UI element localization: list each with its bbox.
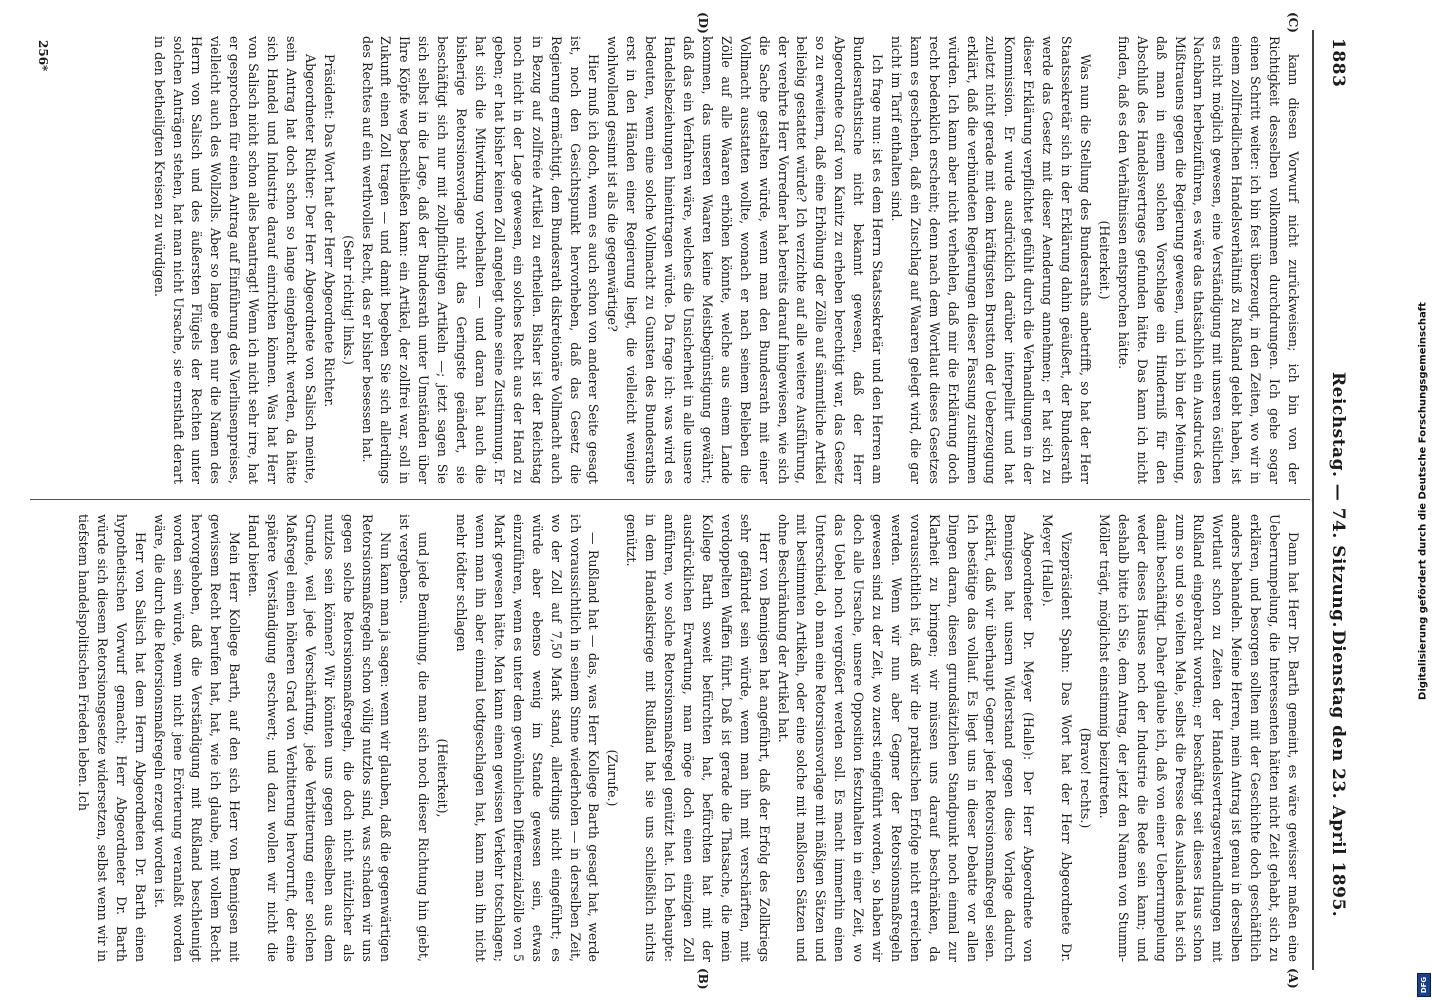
right-column-paragraph: (Zurufe.)	[605, 749, 621, 807]
left-column-paragraph: Abgeordneter Richter: Der Herr Abgeordnete von Salisch meinte, sein Antrag hat doch schon so lange eingebracht werden, da hätte sich Handel und Industrie darauf einrichten können. Was hat Herr von Salisch nicht schon alles beantragt! Wenn ich nicht sehr irre, hat er gesprochen für einen Antrag auf Einführung des Vierlinsenpreises, vielleicht auch des Wollzolls. Aber so lange eben nur die Namen des Herrn von Salisch und des äußersten Flügels der Rechten unter solchen Anträgen stehen, hat man nicht Ursache, sie ernsthaft derart in den betheiligten Kreisen zu würdigen.	[151, 36, 318, 484]
left-column	[149, 36, 1302, 484]
page-number: 1883	[1328, 38, 1348, 88]
right-column-paragraph: Herr von Bennigsen hat angeführt, daß der Erfolg des Zollkriegs sehr gefährdet sein würde, wenn man ihn mit verschärften, mit verdoppelten Waffen führt. Daß ist gerade die Thatsache, die mein Kollege Barth soweit befürchten hat, befürchten hat mit der ausdrücklichen Erwartung, man möge doch einen einzigen Zoll anführen, wo solche Retorsionsmaßregel genützt hat. Ich behaupte: in dem Handelskriege mit Rußland hat sie uns schließlich nichts genützt.	[624, 514, 772, 962]
column-divider	[30, 499, 1310, 500]
right-column-paragraph: Abgeordneter Dr. Meyer (Halle): Der Herr Abgeordnete von Bennigsen hat unsern Widerstand gegen diese Vorlage dadurch erklärt, daß wir überhaupt Gegner jeder Retorsionsmaßregel seien. Ich bestätige das vollauf. Es liegt uns in dieser Debatte vor allen Dingen daran, diesen grundsätzlichen Standpunkt noch einmal zur Klarheit zu bringen; wir müssen uns darauf beschränken, da voraussichtlich ist, daß wir die praktischen Erfolge nicht erreichen werden. Wenn wir nun aber Gegner der Retorsionsmaßregeln gewesen sind zu der Zeit, wo zuerst eingeführt worden, so haben wir doch alle Ursache, unsere Opposition festzuhalten in einer Zeit, wo das Uebel noch vergrößert werden soll. Es macht immerhin einen Unterschied, ob man eine Retorsionsvorlage mit mäßigen Sätzen und mit bestimmten Artikeln, oder eine solche mit maßlosen Sätzen und ohne Beschränkung der Artikel hat.	[775, 514, 1037, 962]
left-column-paragraph: kann diesen Vorwurf nicht zurückweisen; ich bin von der Richtigkeit desselben vollkommen durchdrungen. Ich gehe sogar einen Schritt weiter: ich bin fest überzeugt, in den Zeiten, wo wir in einem zollfriedlichen Handelsverhältniß zu Rußland gelebt haben, ist es nicht möglich gewesen, eine Verständigung mit unseren östlichen Nachbarn herbeizuführen, es wäre das thatsächlich ein Ausdruck des Mißtrauens gegen die Regierung gewesen, und ich bin der Meinung, daß man in einem solchen Vorschlage ein Hinderniß für den Abschluß des Handelsvertrages gefunden hätte. Das kann ich nicht finden, daß es den Verhältnissen entsprochen hätte.	[1115, 36, 1301, 484]
left-column-paragraph: (Sehr richtig! links.)	[340, 235, 356, 365]
signature-mark: 256*	[36, 40, 50, 72]
margin-marker-c: (C)	[1286, 12, 1300, 33]
session-date: Dienstag den 23. April 1895.	[1328, 630, 1348, 918]
page-header	[1318, 30, 1352, 970]
right-column-paragraph: Dann hat Herr Dr. Barth gemeint, es wäre gewisser maßen eine Ueberrumpelung, die Interessenten hätten nicht Zeit gehabt, sich zu erklären, und besorgen sollten mit der Geschichte doch geschäftlich anders behandeln. Meine Herren, mein Antrag ist genau in derselben Wortlaut schon zu Zeiten der Handelsvertragsverhandlungen mit Rußland eingebracht worden; er beschäftigt seit dieses Haus schon zum so und so vielten Male, selbst die Presse des Auslandes hat sich damit beschäftigt. Daher glaube ich, daß von einer Ueberrumpelung weder dieses Hauses noch der Industrie die Rede sein kann; und deshalb bitte ich Sie, dem Antrag, der jetzt den Namen von Stumm-Möller trägt, möglichst einstimmig beizutreten.	[1096, 514, 1301, 962]
dfg-logo-text: DFG	[1420, 976, 1428, 994]
page-title: Reichstag. — 74. Sitzung.	[1328, 372, 1348, 628]
right-column-paragraph: Herr von Salisch hat dem Herrn Abgeordneten Dr. Barth einen hypothetischen Vorwurf gemacht; Herr Abgeordneter Dr. Barth würde sich diesem Retorsionsgesetze widersetzen, selbst wenn wir in tiefstem handelspolitischen Frieden leben. Ich	[76, 514, 148, 962]
right-column-paragraph: Nun kann man ja sagen: wenn wir glauben, daß die gegenwärtigen Retorsionsmaßregeln schon völlig nutzlos sind, was schaden wir uns gegen solche Retorsionsmaßregeln, die doch nicht nützlicher als nutzlos sein können? Wir könnten uns gegen dieselben aus dem Grunde, weil jede Verschärfung, jede Verbitterung einer solchen Maßregel einen höheren Grad von Verbitterung hervorruft, der eine spätere Verständigung erschwert; und dazu wollen wir nicht die Hand bieten.	[246, 514, 394, 962]
digitization-credit	[1417, 8, 1429, 993]
right-column-paragraph: und jede Bemühung, die man sich noch dieser Richtung hin giebt, ist vergebens.	[397, 514, 432, 962]
right-column-paragraph: Vizepräsident Spahn: Das Wort hat der Herr Abgeordnete Dr. Meyer (Halle).	[1040, 514, 1075, 962]
right-column-paragraph: (Heiterkeit),	[435, 738, 451, 818]
right-column-paragraph: — Rußland hat — das, was Herr Kollege Barth gesagt hat, werde ich voraussichtlich in seinem Sinne wiederholen — in derselben Zeit, wo der Zoll auf 7,50 Mark stand, allerdings nicht eingeführt; es würde aber ebenso wenig im Stande gewesen sein, etwas einzuführen, wenn es unter dem gewöhnlichen Differenzialzölle von 5 Mark gewesen hätte. Man kann einen gewissen Verkehr totschlagen; wenn man ihn aber einmal todtgeschlagen hat, kann man ihn nicht mehr tödter schlagen	[454, 514, 602, 962]
dfg-logo	[1417, 973, 1431, 997]
right-column-paragraph: (Bravo! rechts.)	[1078, 727, 1094, 829]
margin-marker-a: (A)	[1286, 968, 1300, 989]
left-column-paragraph: Hier muß ich doch, wenn es auch schon von anderer Seite gesagt ist, noch den Gesichtspunkt hervorheben, daß das Gesetz die Regierung ermächtigt, dem Bundesrath diskretionäre Vollmacht auch in Bezug auf zollfreie Artikel zu ertheilen. Bisher ist der Reichstag noch nicht in der Lage gewesen, ein solches Recht aus der Hand zu geben; er hat bisher keinen Zoll angelegt ohne seine Zustimmung. Er hat sich die Mitwirkung vorbehalten — und daran hat auch die bisherige Retorsionsvorlage nicht das Geringste geändert, sie beschäftigt sich nur mit zollpflichtigen Artikeln —; jetzt sagen Sie sich selbst in die Lage, daß der Bundesrath unter Umständen über Ihre Köpfe weg beschließen kann: ein Artikel, der zollfrei war, soll in Zukunft einen Zoll tragen — und damit begeben Sie sich allerdings des Rechtes auf ein werthvolles Recht, das er bisher besessen hat.	[359, 36, 602, 484]
credit-text: Digitalisierung gefördert durch die Deutsche Forschungsgemeinschaft	[1417, 301, 1429, 700]
left-column-paragraph: Ich frage nun: ist es dem Herrn Staatssekretär und den Herren am Bundesrathstische nicht bekannt gewesen, daß der Herr Abgeordnete Graf von Kanitz zu erheben berechtigt war, das Gesetz so zu erweitern, daß eine Erhöhung der Zölle auf sämmtliche Artikel beliebig gestattet würde? Ich verzichte auf alle weitere Ausführung, der verehrte Herr Vorredner hat bereits darauf hingewiesen, wie sich die Sache gestalten würde, wenn man den Bundesrath mit einer Vollmacht ausstatten wollte, wonach er nach seinem Belieben die Zölle auf alle Waaren erhöhen könnte, welche aus einem Lande kommen, das unseren Waaren keine Meistbegünstigung gewährt; daß das ein Verfahren wäre, welches die Unsicherheit in alle unsere Handelsbeziehungen hineintragen würde. Da frage ich: was wird es bedeuten, wenn eine solche Vollmacht zu Gunsten des Bundesraths erst in den Händen einer Regierung liegt, die vielleicht weniger wohlwollend gesinnt ist als die gegenwärtige?	[605, 36, 886, 484]
margin-marker-d: (D)	[696, 12, 710, 34]
right-column	[73, 514, 1302, 962]
right-column-paragraph: Mein Herr Kollege Barth, auf den sich Herr von Bennigsen mit gewissem Recht berufen hat, hat, wie ich glaube, mit vollem Recht hervorgehoben, daß die Verständigung mit Rußland beschleunigt worden sein würde, wenn nicht jene Erörterung veranlaßt worden wäre, die durch die Retorsionsmaßregeln erzeugt worden ist.	[151, 514, 243, 962]
left-column-paragraph: (Heiterkeit.)	[1096, 220, 1112, 300]
margin-marker-b: (B)	[696, 968, 710, 990]
left-column-paragraph: Präsident: Das Wort hat der Herr Abgeordnete Richter.	[321, 54, 337, 408]
left-column-paragraph: Was nun die Stellung des Bundesraths anbetrifft, so hat der Herr Staatssekretär sich in der Erklärung dahin geäußert, der Bundesrath werde das Gesetz mit dieser Aenderung annehmen; er hat sich zu dieser Erklärung verpflichtet gefühlt durch die Verhandlungen in der Kommission. Er wurde ausdrücklich darüber interpellirt und hat zuletzt nicht gerade mit dem kräftigsten Brustton der Ueberzeugung erklärt, daß die verbündeten Regierungen dieser Fassung zustimmen würden. Ich kann aber nicht verhehlen, daß mir die Erklärung doch recht bedenklich erscheint; denn nach dem Wortlaut dieses Gesetzes kann es geschehen, daß ein Zuschlag auf Waaren gelegt wird, die gar nicht im Tarif enthalten sind.	[888, 36, 1094, 484]
header-rule	[1312, 30, 1314, 970]
